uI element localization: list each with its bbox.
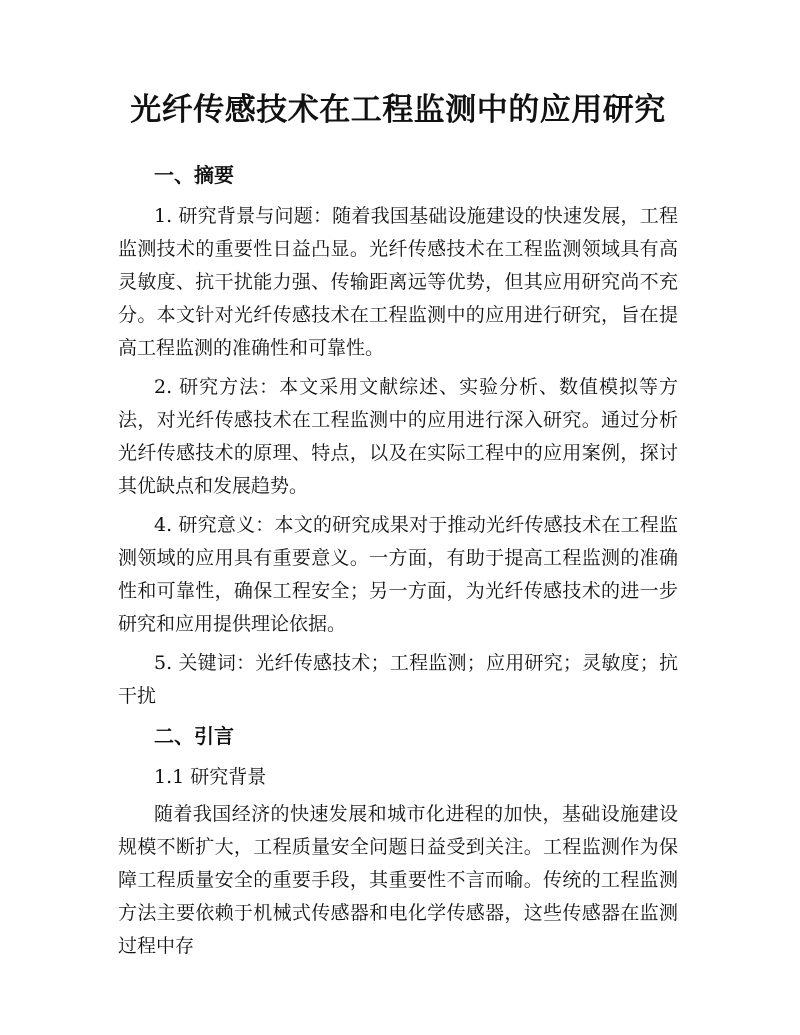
introduction-paragraph: 随着我国经济的快速发展和城市化进程的加快，基础设施建设规模不断扩大，工程质量安全问题日益受到关注。工程监测作为保障工程质量安全的重要手段，其重要性不言而喻。传统的工程监测方法主要依赖于机械式传感器和电化学传感器，这些传感器在监测过程中存: [118, 803, 678, 957]
section-heading-introduction: 二、引言: [154, 724, 234, 748]
subsection-heading-background: 1.1 研究背景: [154, 766, 267, 788]
section-heading-abstract: 一、摘要: [154, 163, 234, 187]
abstract-paragraph-background: 1. 研究背景与问题：随着我国基础设施建设的快速发展，工程监测技术的重要性日益凸显。光纤传感技术在工程监测领域具有高灵敏度、抗干扰能力强、传输距离远等优势，但其应用研究尚不充分。本文针对光纤传感技术在工程监测中的应用进行研究，旨在提高工程监测的准确性和可靠性。: [118, 205, 678, 359]
abstract-paragraph-methods: 2. 研究方法：本文采用文献综述、实验分析、数值模拟等方法，对光纤传感技术在工程监测中的应用进行深入研究。通过分析光纤传感技术的原理、特点，以及在实际工程中的应用案例，探讨其优缺点和发展趋势。: [118, 376, 678, 497]
document-page: [118, 88, 678, 969]
abstract-paragraph-keywords: 5. 关键词：光纤传感技术；工程监测；应用研究；灵敏度；抗干扰: [118, 652, 678, 707]
document-title: 光纤传感技术在工程监测中的应用研究: [130, 92, 666, 128]
abstract-paragraph-significance: 4. 研究意义：本文的研究成果对于推动光纤传感技术在工程监测领域的应用具有重要意义。一方面，有助于提高工程监测的准确性和可靠性，确保工程安全；另一方面，为光纤传感技术的进一步研究和应用提供理论依据。: [118, 514, 678, 635]
